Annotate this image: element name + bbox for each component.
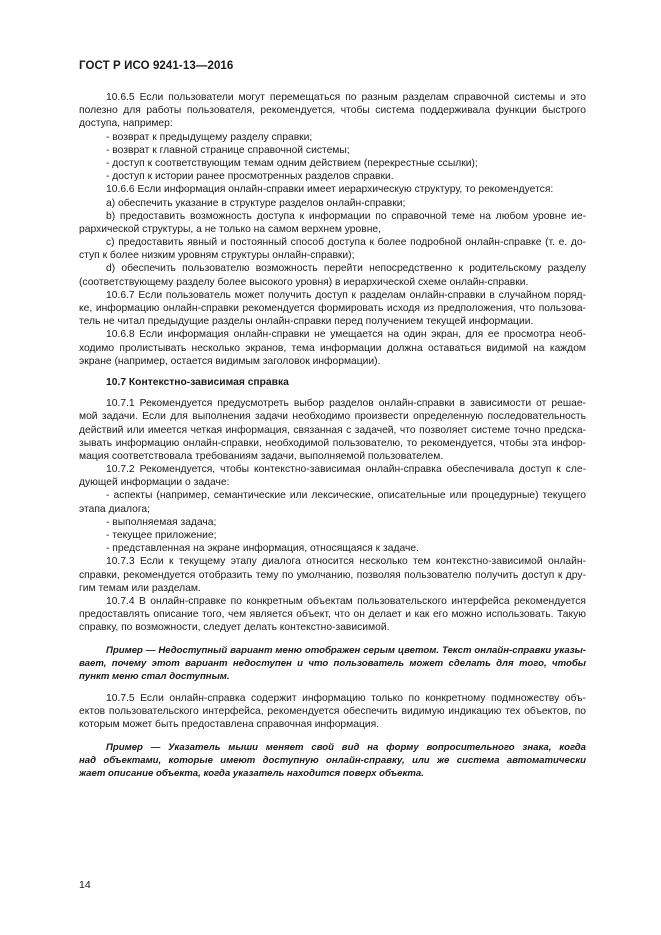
text-line: справку, по возможности, следует делать контекстно-зависимой. <box>79 622 390 634</box>
text-line: - аспекты (например, семантические или лексические, описательные или процедурные) текущего <box>106 490 586 502</box>
text-line: мой задачи. Если для выполнения задачи необходимо произвести определенную последовательность <box>79 411 586 423</box>
text-line: - возврат к главной странице справочной системы; <box>106 144 350 156</box>
text-line: b) предоставить возможность доступа к информации по справочной теме на любом уровне ие- <box>106 210 586 222</box>
text-line: дующей информации о задаче: <box>79 477 230 489</box>
text-line: - доступ к соответствующим темам одним действием (перекрестные ссылки); <box>106 157 478 169</box>
text-line: 10.6.5 Если пользователи могут перемещаться по разным разделам справочной системы и это <box>106 92 586 103</box>
page-number: 14 <box>79 879 91 891</box>
text-line: гим темам или разделам. <box>79 582 201 594</box>
document-body <box>79 91 586 780</box>
text-line: 10.6.8 Если информация онлайн-справки не умещается на один экран, для ее просмотра необ- <box>106 329 586 341</box>
text-line: - выполняемая задача; <box>106 516 217 528</box>
text-line: ектов пользовательского интерфейса, рекомендуется обеспечить видимую индикацию тех объектов, по <box>79 706 586 718</box>
example-text-line: над объектами, которые имеют доступную онлайн-справку, или же система автоматически <box>79 754 586 766</box>
text-line: зывать информацию онлайн-справки, необходимой пользователю, то рекомендуется, чтобы эта инфор- <box>79 437 586 449</box>
text-line: которым может быть предоставлена справочная информация. <box>79 719 380 731</box>
text-line: c) предоставить явный и постоянный способ доступа к более подробной онлайн-справке (т. е. до- <box>106 237 586 249</box>
text-line: 10.6.7 Если пользователь может получить доступ к разделам онлайн-справки в случайном поряд- <box>106 289 586 301</box>
text-line: - возврат к предыдущему разделу справки; <box>106 131 313 143</box>
example-text-line: пункт меню стал доступным. <box>79 670 230 682</box>
example-text-line: жает описание объекта, когда указатель находится поверх объекта. <box>79 768 424 779</box>
example-text-line: Пример — Недоступный вариант меню отображен серым цветом. Текст онлайн-справки указы- <box>106 644 586 656</box>
text-line: 10.7.2 Рекомендуется, чтобы контекстно-зависимая онлайн-справка обеспечивала доступ к сле- <box>106 464 586 476</box>
text-line: мация соответствовала требованиям задачи, выполняемой пользователем. <box>79 450 444 462</box>
example-text-line: вает, почему этот вариант недоступен и что пользователь может сделать для того, чтобы <box>79 657 586 669</box>
text-line: - представленная на экране информация, относящаяся к задаче. <box>106 543 419 555</box>
paragraph-gap <box>79 732 586 741</box>
text-line: 10.7.3 Если к текущему этапу диалога относится несколько тем контекстно-зависимой онлайн- <box>106 556 586 568</box>
text-line: ступ к более низким уровням структуры онлайн-справки); <box>79 250 355 262</box>
text-line: (соответствующему разделу более высокого уровня) в иерархической схеме онлайн-справки. <box>79 276 529 288</box>
text-line: - текущее приложение; <box>106 530 217 541</box>
paragraph-gap <box>79 683 586 692</box>
text-line: предоставлять описание того, чем является объект, что он делает и как его можно использовать. Такую <box>79 609 586 621</box>
text-line: 10.7.5 Если онлайн-справка содержит информацию только по конкретному подмножеству объ- <box>106 693 586 705</box>
text-line: ке, информацию онлайн-справки рекомендуется формировать исходя из предположения, что пользова- <box>79 303 586 314</box>
example-text-line: Пример — Указатель мыши меняет свой вид на форму вопросительного знака, когда <box>106 741 586 753</box>
text-line: 10.7.4 В онлайн-справке по конкретным объектам пользовательского интерфейса рекомендуется <box>106 595 586 607</box>
text-line: 10.6.6 Если информация онлайн-справки имеет иерархическую структуру, то рекомендуется: <box>106 184 554 196</box>
text-line: рархической структуры, а не только на самом верхнем уровне, <box>79 223 381 235</box>
text-line: справки, рекомендуется отобразить тему по умолчанию, позволяя пользователю получить доступ к дру- <box>79 569 586 581</box>
text-line: этапа диалога; <box>79 503 150 515</box>
text-line: доступа, например: <box>79 118 173 130</box>
section-heading: 10.7 Контекстно-зависимая справка <box>106 376 289 388</box>
text-line: a) обеспечить указание в структуре разделов онлайн-справки; <box>106 197 406 209</box>
text-line: действий или имеется четкая информация, связанная с задачей, что позволяет системе точно предска- <box>79 424 586 436</box>
text-line: - доступ к истории ранее просмотренных разделов справки. <box>106 171 394 183</box>
paragraph-gap <box>79 635 586 644</box>
text-line: d) обеспечить пользователю возможность перейти непосредственно к родительскому разделу <box>106 263 586 275</box>
text-line: полезно для работы пользователя, рекомендуется, чтобы система поддерживала функции быстрого <box>79 105 586 117</box>
document-header: ГОСТ Р ИСО 9241-13—2016 <box>79 60 234 72</box>
text-line: ходимо пролистывать несколько экранов, тема информации должна оставаться видимой на каждом <box>79 342 586 354</box>
text-line: 10.7.1 Рекомендуется предусмотреть выбор разделов онлайн-справки в зависимости от решае- <box>106 398 586 410</box>
text-line: экране (например, остается видимым заголовок информации). <box>79 355 381 367</box>
text-line: тель не читал предыдущие разделы онлайн-справки перед получением текущей информации. <box>79 316 534 328</box>
